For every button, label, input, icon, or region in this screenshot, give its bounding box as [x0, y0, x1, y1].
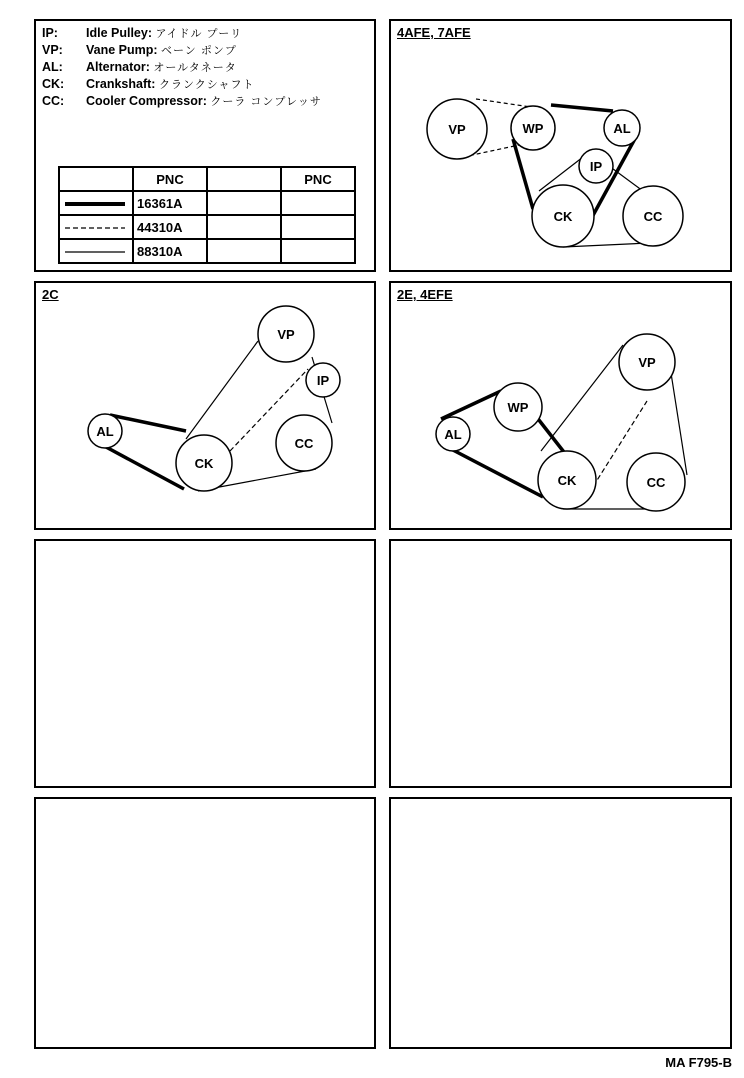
- pnc-header-row: [59, 167, 355, 191]
- empty-header-cell: [207, 167, 281, 191]
- vp-label: VP: [448, 122, 466, 137]
- empty-panel: [34, 797, 376, 1049]
- empty-panel: [34, 539, 376, 788]
- ck-label: CK: [194, 456, 214, 471]
- al-label: AL: [613, 121, 631, 136]
- line-header-cell: [59, 167, 133, 191]
- pnc-value: 88310A: [133, 239, 207, 263]
- pnc-value: 44310A: [133, 215, 207, 239]
- pnc-row: [59, 215, 355, 239]
- panel-title: 4AFE, 7AFE: [397, 25, 471, 40]
- legend-ip: IP: Idle Pulley: アイドル プーリ: [42, 26, 243, 40]
- line-sample-dashed: [59, 215, 133, 239]
- figure-code: MA F795-B: [665, 1055, 732, 1070]
- wp-label: WP: [522, 121, 544, 136]
- diagram-panel-4afe-7afe: [389, 19, 732, 272]
- vp-label: VP: [277, 327, 295, 342]
- al-label: AL: [444, 427, 462, 442]
- pnc-row: [59, 239, 355, 263]
- belt-diagram: [36, 283, 378, 532]
- legend-cc: CC: Cooler Compressor: クーラ コンプレッサ: [42, 94, 322, 108]
- belt-diagram: [391, 283, 734, 532]
- legend-panel: [34, 19, 376, 272]
- empty-panel: [389, 797, 732, 1049]
- ck-label: CK: [557, 473, 577, 488]
- line-sample-thick: [59, 191, 133, 215]
- diagram-panel-2e-4efe: [389, 281, 732, 530]
- empty-panel: [389, 539, 732, 788]
- legend-vp: VP: Vane Pump: ベーン ポンプ: [42, 43, 237, 57]
- panel-title: 2C: [42, 287, 59, 302]
- legend-ck: CK: Crankshaft: クランクシャフト: [42, 77, 255, 91]
- al-label: AL: [96, 424, 114, 439]
- pnc-header-1: PNC: [133, 167, 207, 191]
- pnc-table: [58, 166, 356, 264]
- diagram-panel-2c: [34, 281, 376, 530]
- ck-label: CK: [553, 209, 573, 224]
- ip-label: IP: [589, 159, 603, 174]
- panel-title: 2E, 4EFE: [397, 287, 453, 302]
- belt-diagram: [391, 21, 734, 274]
- pnc-row: [59, 191, 355, 215]
- ip-label: IP: [316, 373, 330, 388]
- vp-label: VP: [638, 355, 656, 370]
- pnc-value: 16361A: [133, 191, 207, 215]
- wp-label: WP: [507, 400, 529, 415]
- line-sample-thin: [59, 239, 133, 263]
- cc-label: CC: [646, 475, 666, 490]
- cc-label: CC: [643, 209, 663, 224]
- pnc-header-2: PNC: [281, 167, 355, 191]
- legend-al: AL: Alternator: オールタネータ: [42, 60, 237, 74]
- cc-label: CC: [294, 436, 314, 451]
